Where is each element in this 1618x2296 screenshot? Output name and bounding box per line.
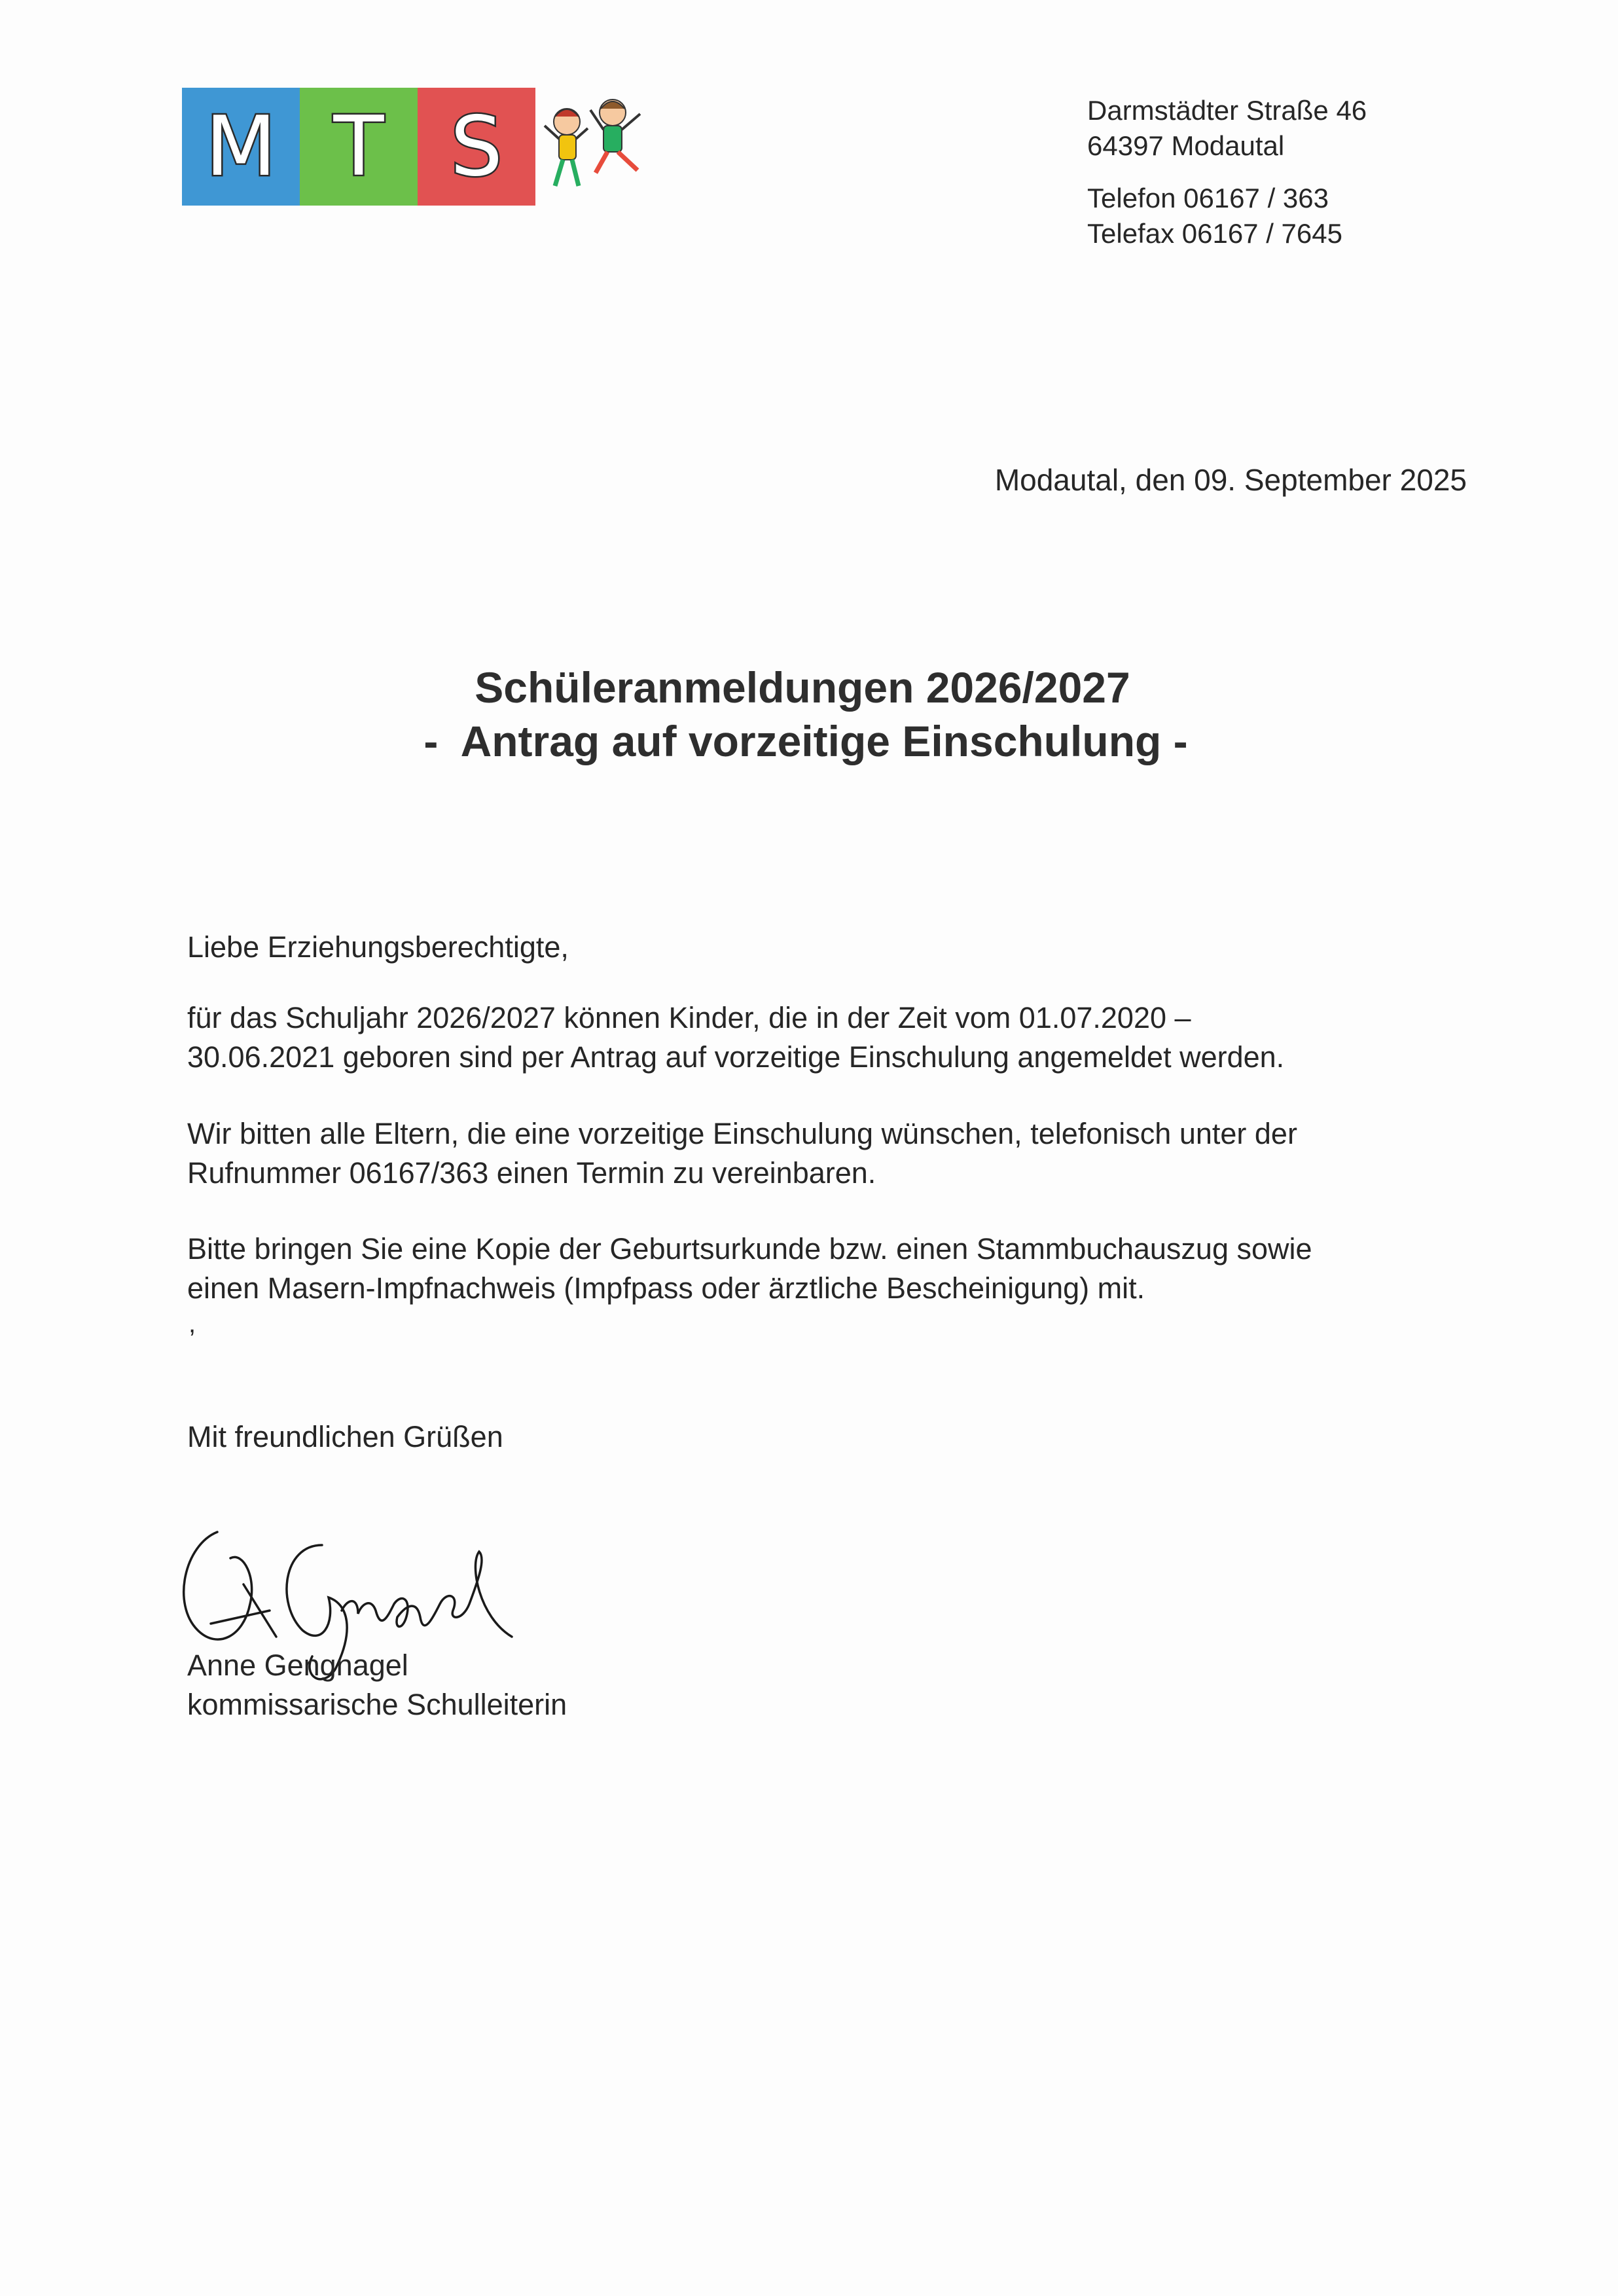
address-phone: Telefon 06167 / 363: [1087, 183, 1329, 213]
address-city: 64397 Modautal: [1087, 130, 1285, 161]
children-jumping-icon: [535, 88, 653, 206]
closing-salutation: Mit freundlichen Grüßen: [187, 1420, 503, 1453]
paragraph-1: [187, 998, 1470, 1077]
address-fax: Telefax 06167 / 7645: [1087, 218, 1342, 249]
logo-letter-s: S: [450, 98, 503, 194]
logo-block-t: [300, 88, 418, 206]
logo-letter-m: M: [205, 98, 277, 194]
logo-letter-t: T: [333, 98, 384, 194]
school-logo: [182, 88, 653, 206]
signer-block: [187, 1646, 567, 1724]
stray-comma: ,: [189, 1309, 196, 1338]
title-line-2: - Antrag auf vorzeitige Einschulung -: [423, 717, 1188, 765]
logo-block-m: [182, 88, 300, 206]
paragraph-2-line-1: Wir bitten alle Eltern, die eine vorzeitige Einschulung wünschen, telefonisch unter der: [187, 1117, 1297, 1150]
paragraph-3-line-1: Bitte bringen Sie eine Kopie der Geburtsurkunde bzw. einen Stammbuchauszug sowie: [187, 1232, 1312, 1266]
paragraph-2-line-2: Rufnummer 06167/363 einen Termin zu vereinbaren.: [187, 1156, 876, 1190]
letter-date: Modautal, den 09. September 2025: [994, 463, 1467, 497]
signer-role: kommissarische Schulleiterin: [187, 1688, 567, 1721]
letter-title: [0, 663, 1618, 766]
title-line-1: Schüleranmeldungen 2026/2027: [475, 663, 1130, 712]
signer-name: Anne Gengnagel: [187, 1649, 408, 1682]
paragraph-3-line-2: einen Masern-Impfnachweis (Impfpass oder ärztliche Bescheinigung) mit.: [187, 1271, 1145, 1305]
logo-block-s: [418, 88, 535, 206]
address-street: Darmstädter Straße 46: [1087, 95, 1367, 126]
greeting: Liebe Erziehungsberechtigte,: [187, 930, 569, 964]
paragraph-3: [187, 1230, 1470, 1308]
paragraph-2: [187, 1114, 1470, 1193]
paragraph-1-line-1: für das Schuljahr 2026/2027 können Kinder, die in der Zeit vom 01.07.2020 –: [187, 1001, 1191, 1034]
sender-address: [1087, 93, 1367, 251]
paragraph-1-line-2: 30.06.2021 geboren sind per Antrag auf vorzeitige Einschulung angemeldet werden.: [187, 1040, 1285, 1074]
